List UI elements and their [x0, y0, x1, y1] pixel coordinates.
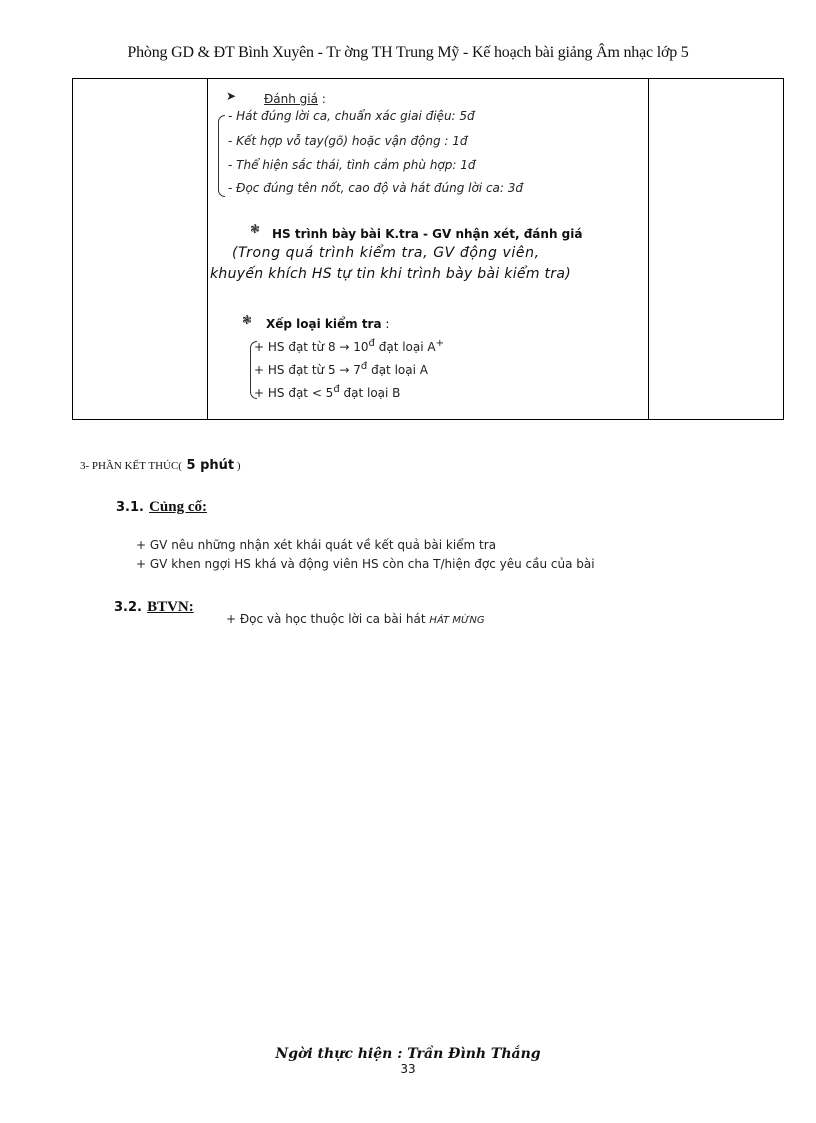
- footer-author: Ngời thực hiện : Trần Đình Thắng: [275, 1046, 541, 1062]
- grade-item: + HS đạt từ $8 \to 10^đ$ đạt loại A+: [254, 338, 444, 354]
- grade-item: + HS đạt < $5^đ$ đạt loại B: [254, 384, 401, 400]
- grade-item: + HS đạt từ $5 \to 7^đ$ đạt loại A: [254, 361, 428, 377]
- criteria-item: - Hát đúng lời ca, chuẩn xác giai điệu: 5đ: [228, 109, 475, 123]
- lesson-table: [72, 78, 784, 420]
- flower-bullet-icon: ❃: [242, 313, 253, 327]
- page-header: Phòng GD & ĐT Bình Xuyên - Tr ờng TH Trung Mỹ - Kế hoạch bài giảng Âm nhạc lớp 5: [127, 44, 689, 61]
- criteria-item: - Thể hiện sắc thái, tình cảm phù hợp: 1đ: [228, 158, 476, 172]
- danh-gia-title: Đánh giá :: [264, 92, 326, 106]
- trinh-bay-note: khuyến khích HS tự tin khi trình bày bài kiểm tra): [210, 266, 571, 282]
- trinh-bay-note: (Trong quá trình kiểm tra, GV động viên,: [232, 245, 540, 261]
- table-column-divider: [648, 79, 649, 419]
- section-heading: 3- PHẦN KẾT THÚC( 5 phút ): [80, 458, 241, 473]
- subsection-heading: 3.1. Củng cố:: [116, 499, 207, 515]
- table-content-cell: [208, 79, 648, 419]
- list-item: + GV khen ngợi HS khá và động viên HS còn cha T/hiện đợc yêu cầu của bài: [136, 557, 595, 571]
- criteria-item: - Đọc đúng tên nốt, cao độ và hát đúng lời ca: 3đ: [228, 181, 524, 195]
- criteria-item: - Kết hợp vỗ tay(gõ) hoặc vận động : 1đ: [228, 134, 468, 148]
- list-item: + GV nêu những nhận xét khái quát về kết quả bài kiểm tra: [136, 538, 497, 552]
- list-item: + Đọc và học thuộc lời ca bài hát HÁT MỪNG: [226, 612, 485, 626]
- trinh-bay-title: HS trình bày bài K.tra - GV nhận xét, đánh giá: [272, 227, 583, 241]
- page-number: 33: [400, 1062, 416, 1076]
- arrow-bullet-icon: ➤: [226, 89, 237, 103]
- flower-bullet-icon: ❃: [250, 222, 261, 236]
- brace-decoration: [218, 115, 225, 197]
- xep-loai-title: Xếp loại kiểm tra :: [266, 317, 390, 331]
- subsection-heading: 3.2. BTVN:: [114, 599, 194, 615]
